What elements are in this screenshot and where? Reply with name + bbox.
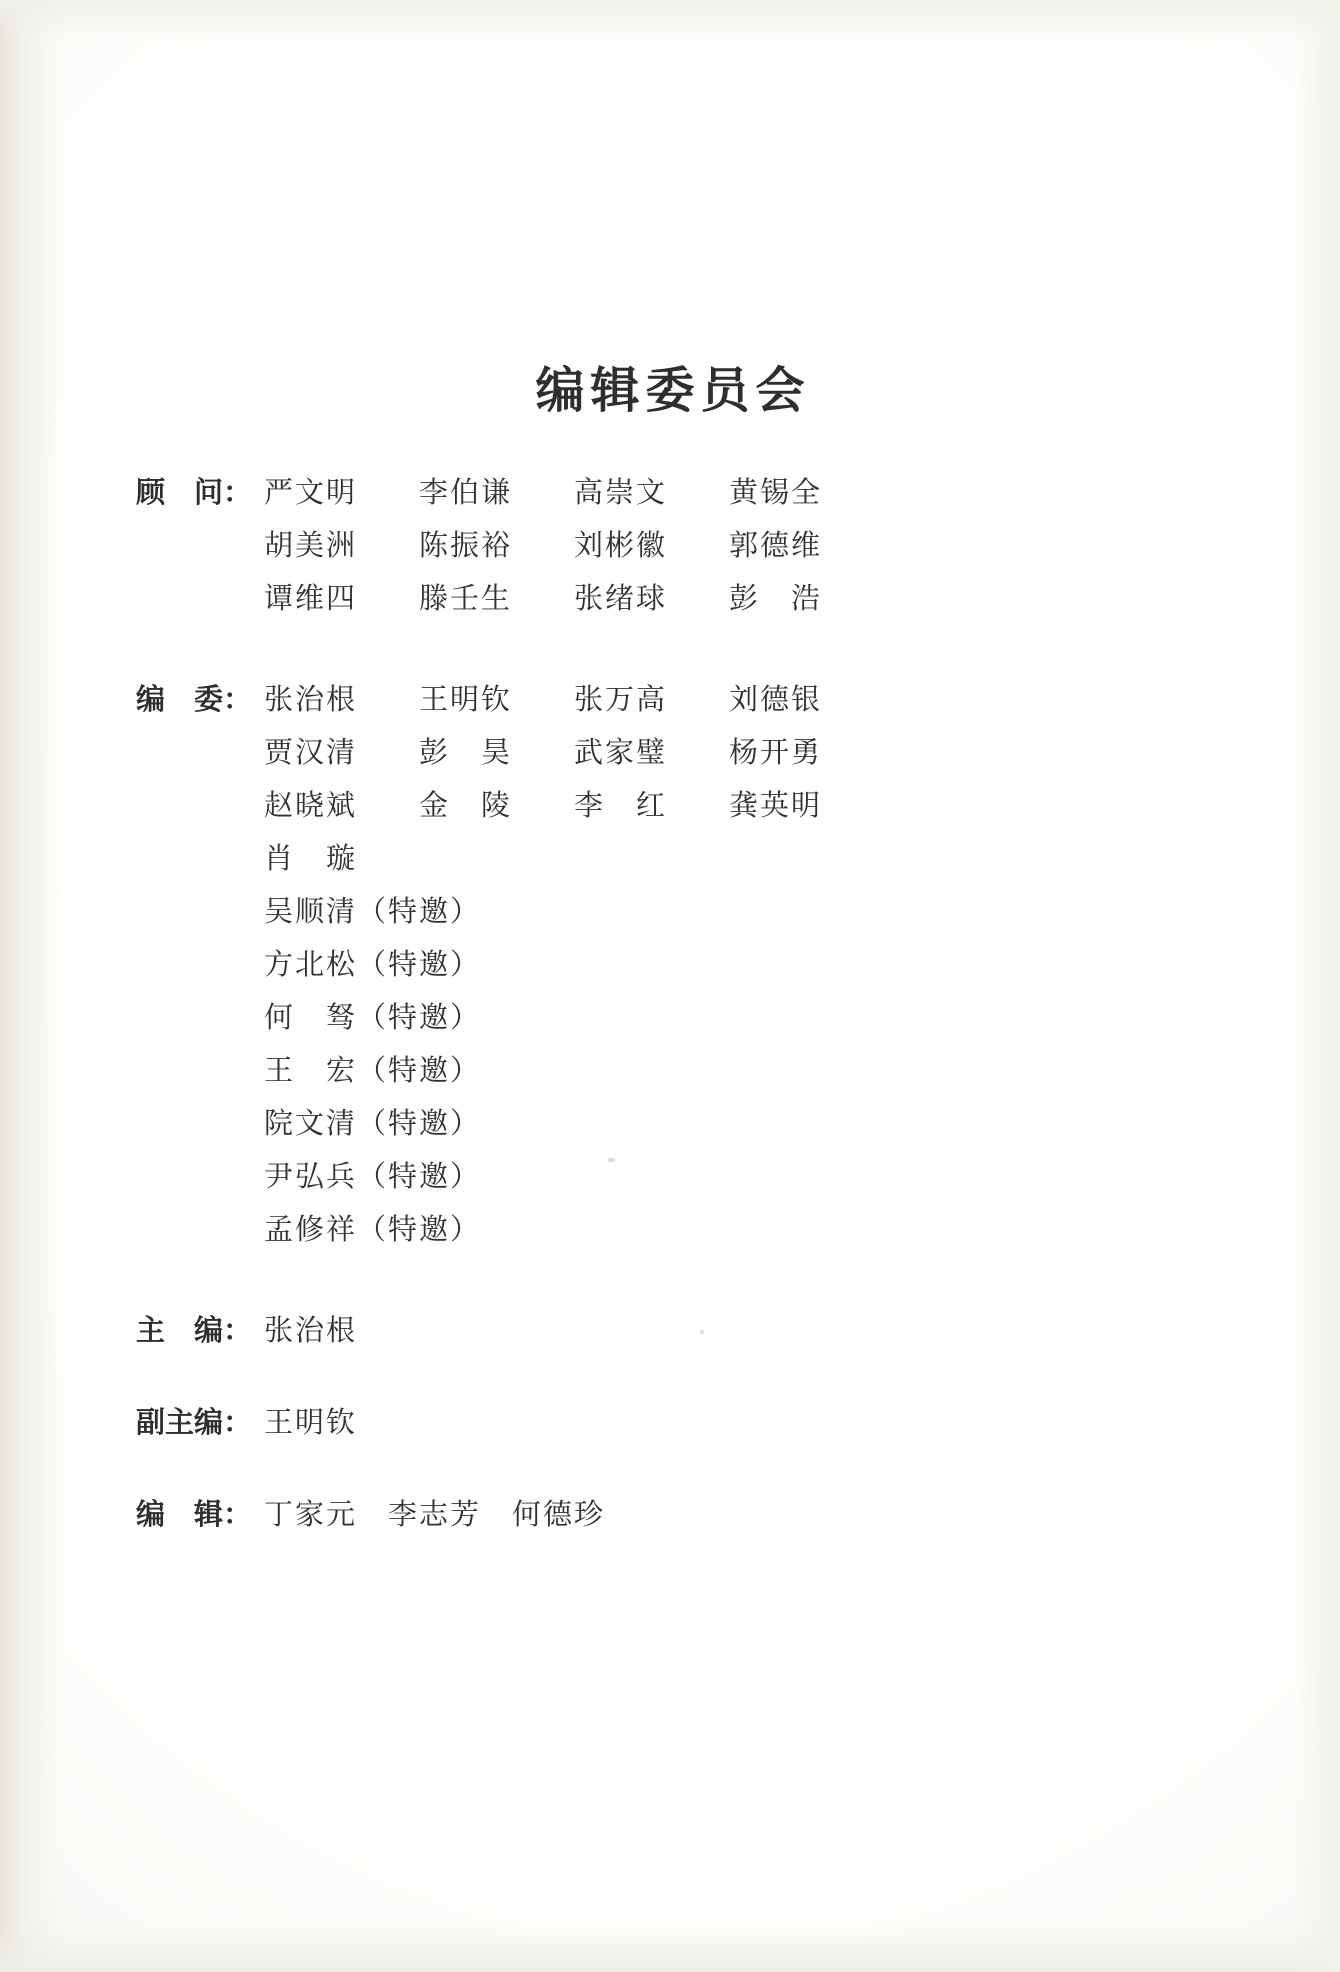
page-title: 编辑委员会 xyxy=(535,361,811,419)
section-gap xyxy=(136,1260,1186,1308)
board-row-2 xyxy=(136,730,1186,783)
editors-label: 编 辑： xyxy=(136,1497,253,1531)
board-special-member: 何 驽（特邀） xyxy=(264,1000,482,1034)
board-special-row-2 xyxy=(136,942,1186,995)
board-member-name: 王明钦 xyxy=(419,682,513,716)
advisor-name: 刘彬徽 xyxy=(574,528,668,562)
board-special-row-4 xyxy=(136,1048,1186,1101)
board-special-row-5 xyxy=(136,1101,1186,1154)
board-special-row-7 xyxy=(136,1207,1186,1260)
advisors-label: 顾 问： xyxy=(136,475,253,509)
board-row-1 xyxy=(136,677,1186,730)
deputy-chief-editor-label: 副主编： xyxy=(136,1405,253,1439)
board-special-member: 吴顺清（特邀） xyxy=(264,894,482,928)
deputy-chief-editor-value: 王明钦 xyxy=(264,1405,358,1439)
board-member-name: 李 红 xyxy=(574,788,668,822)
board-special-row-6 xyxy=(136,1154,1186,1207)
board-row-4 xyxy=(136,836,1186,889)
advisors-names-3 xyxy=(264,576,884,617)
board-member-name: 刘德银 xyxy=(729,682,823,716)
advisors-names-2 xyxy=(264,523,884,564)
advisors-row-2 xyxy=(136,523,1186,576)
advisor-name: 彭 浩 xyxy=(729,581,823,615)
editors-value: 丁家元 李志芳 何德珍 xyxy=(264,1497,606,1531)
board-member-name: 金 陵 xyxy=(419,788,513,822)
advisor-name: 郭德维 xyxy=(729,528,823,562)
board-member-name: 肖 璇 xyxy=(264,841,358,875)
board-member-name: 龚英明 xyxy=(729,788,823,822)
advisor-name: 胡美洲 xyxy=(264,528,358,562)
advisors-names-1 xyxy=(264,470,884,511)
board-special-member: 王 宏（特邀） xyxy=(264,1053,482,1087)
advisor-name: 张绪球 xyxy=(574,581,668,615)
credit-chief-editor xyxy=(136,1308,1186,1364)
advisors-row-3 xyxy=(136,576,1186,629)
credit-editors xyxy=(136,1492,1186,1548)
board-member-name: 彭 昊 xyxy=(419,735,513,769)
board-member-name: 武家璧 xyxy=(574,735,668,769)
advisor-name: 李伯谦 xyxy=(419,475,513,509)
board-special-member: 尹弘兵（特邀） xyxy=(264,1159,482,1193)
section-gap xyxy=(136,629,1186,677)
board-member-name: 张治根 xyxy=(264,682,358,716)
board-names-2 xyxy=(264,730,884,771)
chief-editor-value: 张治根 xyxy=(264,1313,358,1347)
credit-gap xyxy=(136,1456,1186,1492)
board-member-name: 杨开勇 xyxy=(729,735,823,769)
chief-editor-label: 主 编： xyxy=(136,1313,253,1347)
board-label: 编 委： xyxy=(136,682,253,716)
board-row-3 xyxy=(136,783,1186,836)
committee-list xyxy=(136,470,1186,1548)
board-member-name: 赵晓斌 xyxy=(264,788,358,822)
credit-deputy-chief-editor xyxy=(136,1400,1186,1456)
board-member-name: 贾汉清 xyxy=(264,735,358,769)
advisor-name: 滕壬生 xyxy=(419,581,513,615)
advisors-row-1 xyxy=(136,470,1186,523)
board-special-member: 孟修祥（特邀） xyxy=(264,1212,482,1246)
board-special-row-3 xyxy=(136,995,1186,1048)
board-names-3 xyxy=(264,783,884,824)
advisor-name: 高崇文 xyxy=(574,475,668,509)
credit-gap xyxy=(136,1364,1186,1400)
advisor-name: 黄锡全 xyxy=(729,475,823,509)
advisor-name: 严文明 xyxy=(264,475,358,509)
advisor-name: 陈振裕 xyxy=(419,528,513,562)
board-special-member: 院文清（特邀） xyxy=(264,1106,482,1140)
section-advisors xyxy=(136,470,1186,629)
board-names-4 xyxy=(264,836,419,877)
board-special-row-1 xyxy=(136,889,1186,942)
board-special-member: 方北松（特邀） xyxy=(264,947,482,981)
advisor-name: 谭维四 xyxy=(264,581,358,615)
section-editorial-board xyxy=(136,677,1186,1260)
board-member-name: 张万高 xyxy=(574,682,668,716)
board-names-1 xyxy=(264,677,884,718)
